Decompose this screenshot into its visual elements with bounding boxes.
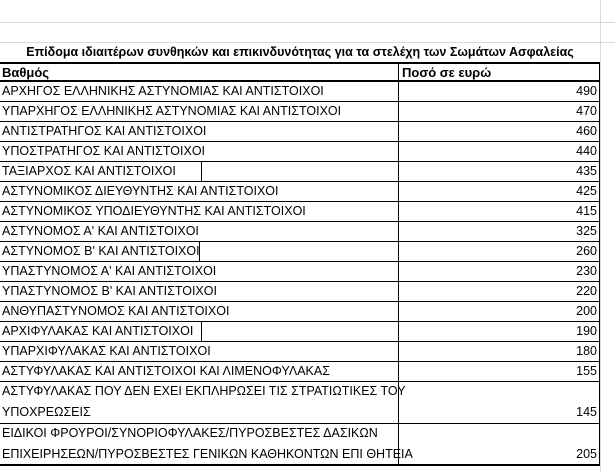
amount-cell[interactable]: 180 <box>576 344 597 358</box>
gridline <box>0 22 615 23</box>
amount-cell[interactable]: 145 <box>576 405 597 419</box>
table-row[interactable] <box>0 142 600 162</box>
column-divider <box>398 342 399 361</box>
rank-cell-line[interactable]: ΕΠΙΧΕΙΡΗΣΕΩΝ/ΠΥΡΟΣΒΕΣΤΕΣ ΓΕΝΙΚΩΝ ΚΑΘΗΚΟΝΤΩΝ ΕΠΙ ΘΗΤΕΙΑ <box>2 447 413 461</box>
column-divider <box>398 382 399 423</box>
rank-cell-line[interactable]: ΥΠΟΧΡΕΩΣΕΙΣ <box>2 405 91 419</box>
amount-cell[interactable]: 470 <box>576 104 597 118</box>
rank-cell-line[interactable]: ΕΙΔΙΚΟΙ ΦΡΟΥΡΟΙ/ΣΥΝΟΡΙΟΦΥΛΑΚΕΣ/ΠΥΡΟΣΒΕΣΤΕΣ ΔΑΣΙΚΩΝ <box>2 426 378 440</box>
amount-cell[interactable]: 435 <box>576 164 597 178</box>
column-divider <box>398 302 399 321</box>
table-row[interactable] <box>0 282 600 302</box>
header-amount[interactable]: Ποσό σε ευρώ <box>398 64 491 80</box>
rank-cell[interactable]: ΑΝΤΙΣΤΡΑΤΗΓΟΣ ΚΑΙ ΑΝΤΙΣΤΟΙΧΟΙ <box>2 124 207 138</box>
amount-cell[interactable]: 415 <box>576 204 597 218</box>
column-divider <box>398 222 399 241</box>
table-row[interactable] <box>0 262 600 282</box>
column-divider <box>398 182 399 201</box>
amount-cell[interactable]: 325 <box>576 224 597 238</box>
table-row[interactable] <box>0 362 600 382</box>
column-divider <box>398 122 399 141</box>
column-divider <box>398 322 399 341</box>
rank-cell[interactable]: ΑΣΤΥΝΟΜΙΚΟΣ ΥΠΟΔΙΕΥΘΥΝΤΗΣ ΚΑΙ ΑΝΤΙΣΤΟΙΧΟΙ <box>2 204 306 218</box>
amount-cell[interactable]: 230 <box>576 264 597 278</box>
table-row[interactable] <box>0 222 600 242</box>
table-title: Επίδομα ιδιαιτέρων συνθηκών και επικινδυνότητας για τα στελέχη των Σωμάτων Ασφαλείας <box>26 45 574 59</box>
cell-border <box>201 162 202 181</box>
table-row[interactable] <box>0 182 600 202</box>
amount-cell[interactable]: 260 <box>576 244 597 258</box>
rank-cell[interactable]: ΤΑΞΙΑΡΧΟΣ ΚΑΙ ΑΝΤΙΣΤΟΙΧΟΙ <box>2 164 176 178</box>
rank-cell[interactable]: ΑΝΘΥΠΑΣΤΥΝΟΜΟΣ ΚΑΙ ΑΝΤΙΣΤΟΙΧΟΙ <box>2 304 230 318</box>
column-divider <box>398 82 399 101</box>
rank-cell[interactable]: ΥΠΑΡΧΗΓΟΣ ΕΛΛΗΝΙΚΗΣ ΑΣΤΥΝΟΜΙΑΣ ΚΑΙ ΑΝΤΙΣΤΟΙΧΟΙ <box>2 104 342 118</box>
amount-cell[interactable]: 155 <box>576 364 597 378</box>
cell-border <box>199 242 200 261</box>
rank-cell[interactable]: ΑΡΧΗΓΟΣ ΕΛΛΗΝΙΚΗΣ ΑΣΤΥΝΟΜΙΑΣ ΚΑΙ ΑΝΤΙΣΤΟΙΧΟΙ <box>2 84 324 98</box>
amount-cell[interactable]: 205 <box>576 447 597 461</box>
amount-cell[interactable]: 220 <box>576 284 597 298</box>
column-divider <box>398 142 399 161</box>
table-row[interactable] <box>0 322 600 342</box>
table-row[interactable] <box>0 102 600 122</box>
column-divider <box>398 162 399 181</box>
amount-cell[interactable]: 190 <box>576 324 597 338</box>
rank-cell[interactable]: ΑΣΤΥΦΥΛΑΚΑΣ ΚΑΙ ΑΝΤΙΣΤΟΙΧΟΙ ΚΑΙ ΛΙΜΕΝΟΦΥΛΑΚΑΣ <box>2 364 330 378</box>
column-divider <box>398 424 399 464</box>
table-row[interactable] <box>0 242 600 262</box>
table-row[interactable] <box>0 122 600 142</box>
amount-cell[interactable]: 460 <box>576 124 597 138</box>
rank-cell[interactable]: ΥΠΑΣΤΥΝΟΜΟΣ Α' ΚΑΙ ΑΝΤΙΣΤΟΙΧΟΙ <box>2 264 217 278</box>
rank-cell[interactable]: ΥΠΑΣΤΥΝΟΜΟΣ Β' ΚΑΙ ΑΝΤΙΣΤΟΙΧΟΙ <box>2 284 217 298</box>
rank-cell[interactable]: ΑΡΧΙΦΥΛΑΚΑΣ ΚΑΙ ΑΝΤΙΣΤΟΙΧΟΙ <box>2 324 194 338</box>
rank-cell[interactable]: ΑΣΤΥΝΟΜΟΣ Α' ΚΑΙ ΑΝΤΙΣΤΟΙΧΟΙ <box>2 224 199 238</box>
table-row[interactable] <box>0 382 600 424</box>
column-divider <box>398 242 399 261</box>
column-divider <box>398 202 399 221</box>
cell-border <box>201 322 202 341</box>
column-divider <box>398 362 399 381</box>
table-row[interactable] <box>0 342 600 362</box>
rank-cell[interactable]: ΑΣΤΥΝΟΜΙΚΟΣ ΔΙΕΥΘΥΝΤΗΣ ΚΑΙ ΑΝΤΙΣΤΟΙΧΟΙ <box>2 184 279 198</box>
amount-cell[interactable]: 490 <box>576 84 597 98</box>
gridline <box>0 42 615 43</box>
amount-cell[interactable]: 440 <box>576 144 597 158</box>
table-row[interactable] <box>0 82 600 102</box>
header-rank[interactable]: Βαθμός <box>2 65 50 80</box>
rank-cell[interactable]: ΥΠΑΡΧΙΦΥΛΑΚΑΣ ΚΑΙ ΑΝΤΙΣΤΟΙΧΟΙ <box>2 344 211 358</box>
column-divider <box>398 262 399 281</box>
rank-cell[interactable]: ΥΠΟΣΤΡΑΤΗΓΟΣ ΚΑΙ ΑΝΤΙΣΤΟΙΧΟΙ <box>2 144 206 158</box>
table-row[interactable] <box>0 162 600 182</box>
table-row[interactable] <box>0 302 600 322</box>
rank-cell[interactable]: ΑΣΤΥΝΟΜΟΣ Β' ΚΑΙ ΑΝΤΙΣΤΟΙΧΟΙ <box>2 244 200 258</box>
table-row[interactable] <box>0 424 600 466</box>
rank-cell-line[interactable]: ΑΣΤΥΦΥΛΑΚΑΣ ΠΟΥ ΔΕΝ ΕΧΕΙ ΕΚΠΛΗΡΩΣΕΙ ΤΙΣ ΣΤΡΑΤΙΩΤΙΚΕΣ ΤΟΥ <box>2 384 406 398</box>
amount-cell[interactable]: 200 <box>576 304 597 318</box>
column-divider <box>398 102 399 121</box>
table-row[interactable] <box>0 202 600 222</box>
amount-cell[interactable]: 425 <box>576 184 597 198</box>
gridline <box>600 0 601 472</box>
table-header <box>0 62 600 82</box>
column-divider <box>398 282 399 301</box>
